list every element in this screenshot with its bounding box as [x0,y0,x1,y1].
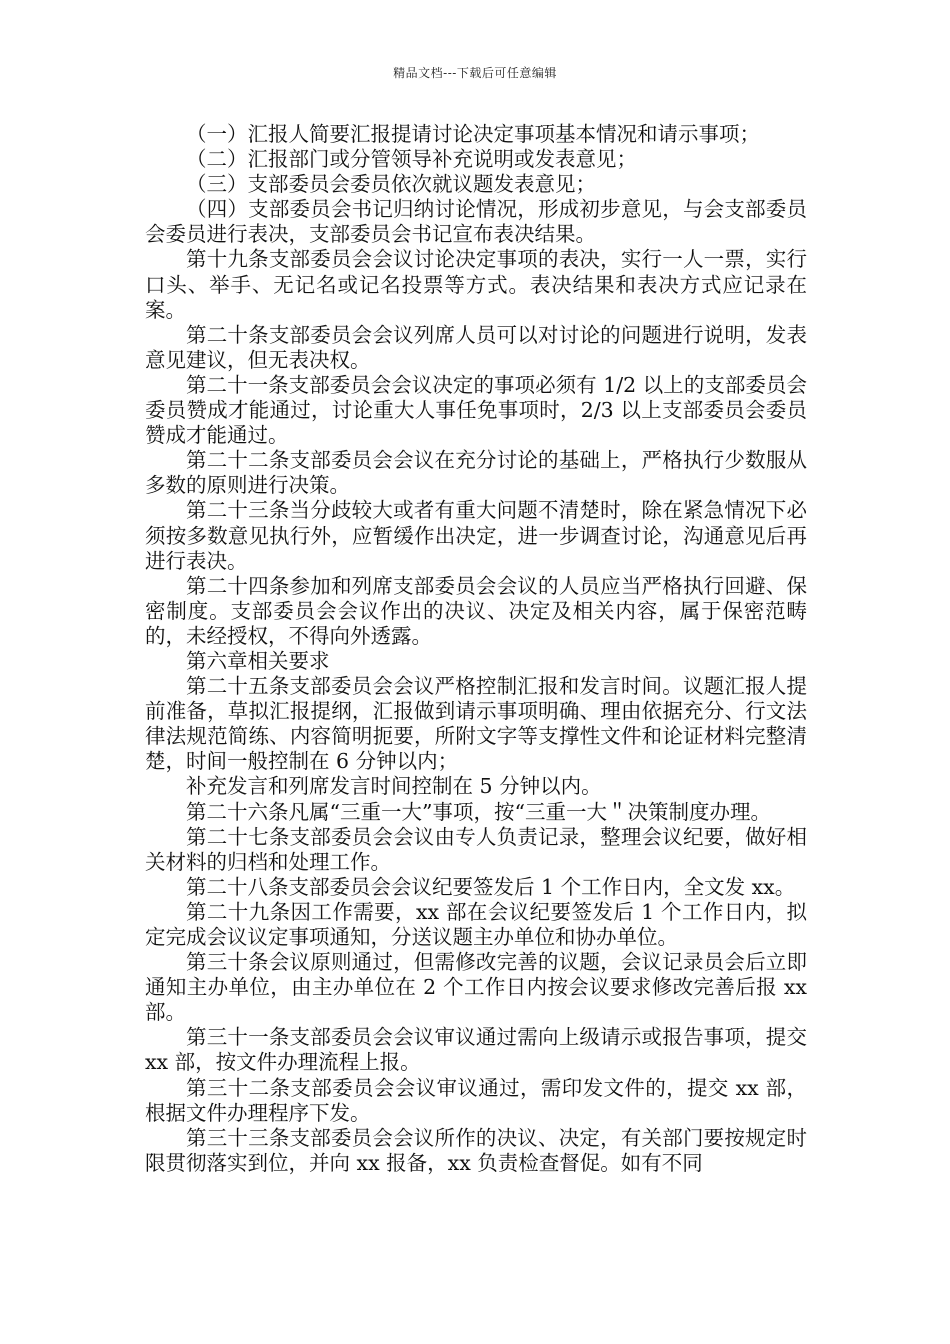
article-19: 第十九条支部委员会会议讨论决定事项的表决，实行一人一票，实行口头、举手、无记名或记名投票等方式。表决结果和表决方式应记录在案。 [145,247,807,322]
article-24: 第二十四条参加和列席支部委员会会议的人员应当严格执行回避、保密制度。支部委员会会议作出的决议、决定及相关内容，属于保密范畴的，未经授权，不得向外透露。 [145,573,807,648]
article-25: 第二十五条支部委员会会议严格控制汇报和发言时间。议题汇报人提前准备，草拟汇报提纲，汇报做到请示事项明确、理由依据充分、行文法律法规范简练、内容简明扼要，所附文字等支撑性文件和论证材料完整清楚，时间一般控制在 6 分钟以内； [145,674,807,774]
article-31: 第三十一条支部委员会会议审议通过需向上级请示或报告事项，提交 xx 部，按文件办理流程上报。 [145,1025,807,1075]
article-33: 第三十三条支部委员会会议所作的决议、决定，有关部门要按规定时限贯彻落实到位，并向 xx 报备，xx 负责检查督促。如有不同 [145,1125,807,1175]
list-item-2: （二）汇报部门或分管领导补充说明或发表意见； [186,147,637,172]
list-item-3: （三）支部委员会委员依次就议题发表意见； [186,172,596,197]
document-body [145,122,807,1176]
article-23: 第二十三条当分歧较大或者有重大问题不清楚时，除在紧急情况下必须按多数意见执行外，应暂缓作出决定，进一步调查讨论，沟通意见后再进行表决。 [145,498,807,573]
article-27: 第二十七条支部委员会会议由专人负责记录，整理会议纪要，做好相关材料的归档和处理工作。 [145,824,807,874]
article-30: 第三十条会议原则通过，但需修改完善的议题，会议记录员会后立即通知主办单位，由主办单位在 2 个工作日内按会议要求修改完善后报 xx 部。 [145,950,807,1025]
article-32: 第三十二条支部委员会会议审议通过，需印发文件的，提交 xx 部，根据文件办理程序下发。 [145,1075,807,1125]
page-header: 精品文档---下载后可任意编辑 [393,66,557,80]
article-20: 第二十条支部委员会会议列席人员可以对讨论的问题进行说明，发表意见建议，但无表决权。 [145,322,807,372]
article-29: 第二十九条因工作需要，xx 部在会议纪要签发后 1 个工作日内，拟定完成会议议定事项通知，分送议题主办单位和协办单位。 [145,899,807,949]
list-item-4: （四）支部委员会书记归纳讨论情况，形成初步意见，与会支部委员会委员进行表决，支部委员会书记宣布表决结果。 [145,197,807,247]
article-21: 第二十一条支部委员会会议决定的事项必须有 1/2 以上的支部委员会委员赞成才能通过，讨论重大人事任免事项时，2/3 以上支部委员会委员赞成才能通过。 [145,372,807,448]
article-26: 第二十六条凡属“三重一大”事项，按“三重一大＂决策制度办理。 [186,799,771,824]
article-25-supplement: 补充发言和列席发言时间控制在 5 分钟以内。 [186,774,602,799]
list-item-1: （一）汇报人简要汇报提请讨论决定事项基本情况和请示事项； [186,122,760,146]
chapter-6-heading: 第六章相关要求 [186,648,330,673]
article-28: 第二十八条支部委员会会议纪要签发后 1 个工作日内，全文发 xx。 [186,874,796,899]
article-22: 第二十二条支部委员会会议在充分讨论的基础上，严格执行少数服从多数的原则进行决策。 [145,448,807,498]
